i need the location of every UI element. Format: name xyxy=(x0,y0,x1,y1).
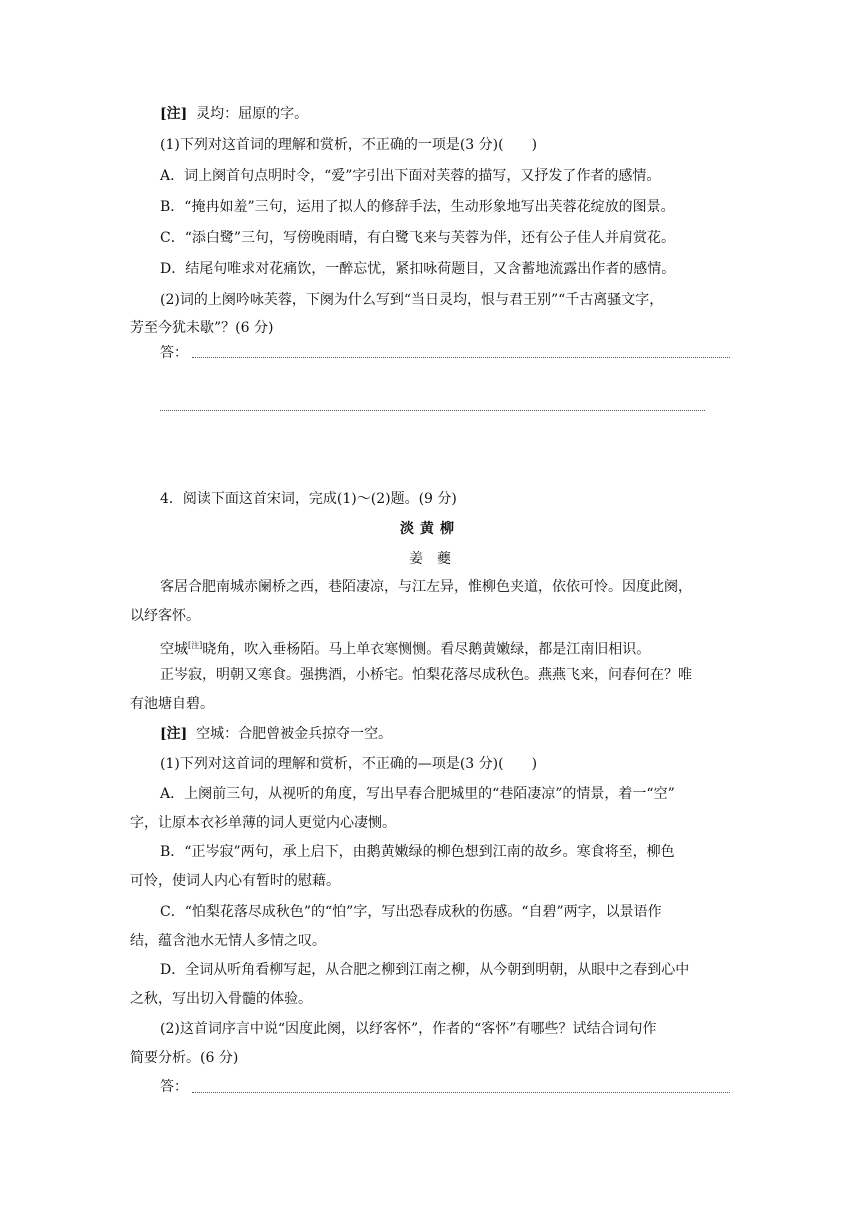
q4-note-tag: [注] xyxy=(160,726,188,742)
q4-answer-label: 答： xyxy=(160,1079,188,1095)
q3-note xyxy=(160,104,308,124)
q4-option-c-line2: 结，蕴含池水无情人多情之叹。 xyxy=(130,933,326,949)
q4-option-b-line2: 可怜，使词人内心有暂时的慰藉。 xyxy=(130,873,340,889)
poem-title: 淡黄柳 xyxy=(400,521,460,537)
q3-option-d: D．结尾句唯求对花痛饮，一醉忘忧，紧扣咏荷题目，又含蓄地流露出作者的感情。 xyxy=(160,261,676,277)
q4-header: 4．阅读下面这首宋词，完成(1)～(2)题。(9 分) xyxy=(160,491,457,507)
poem-preface-line2: 以纾客怀。 xyxy=(130,608,200,624)
verse1-text-b: 晓角，吹入垂杨陌。马上单衣寒恻恻。看尽鹅黄嫩绿，都是江南旧相识。 xyxy=(202,641,651,658)
q3-option-c: C．“添白鹭”三句，写傍晚雨晴，有白鹭飞来与芙蓉为伴，还有公子佳人并肩赏花。 xyxy=(160,230,676,246)
verse1-note-mark: [注] xyxy=(188,641,203,650)
q3-answer-line-1[interactable] xyxy=(192,357,730,358)
q3-sub2-stem-line2: 芳至今犹未歇”？(6 分) xyxy=(130,320,274,336)
verse1-text-a: 空城 xyxy=(160,641,188,658)
poem-preface-line1: 客居合肥南城赤阑桥之西，巷陌凄凉，与江左异，惟柳色夹道，依依可怜。因度此阕， xyxy=(160,579,692,595)
q4-option-c-line1: C．“怕梨花落尽成秋色”的“怕”字，写出恐春成秋的伤感。“自碧”两字，以景语作 xyxy=(160,904,662,920)
poem-author: 姜 夔 xyxy=(409,551,451,567)
poem-verse2-line2: 有池塘自碧。 xyxy=(130,696,214,712)
q4-sub2-line2: 简要分析。(6 分) xyxy=(130,1050,239,1066)
poem-verse1 xyxy=(160,636,650,656)
q4-option-d-line1: D．全词从听角看柳写起，从合肥之柳到江南之柳，从今朝到明朝，从眼中之春到心中 xyxy=(160,962,690,978)
q3-answer-label: 答： xyxy=(160,345,188,361)
q4-answer-line[interactable] xyxy=(192,1092,730,1093)
q4-sub2-line1: (2)这首词序言中说“因度此阕，以纾客怀”，作者的“客怀”有哪些？试结合词句作 xyxy=(160,1021,657,1037)
q3-option-a: A．词上阕首句点明时令，“爱”字引出下面对芙蓉的描写，又抒发了作者的感情。 xyxy=(160,168,661,184)
q3-option-b: B．“掩冉如羞”三句，运用了拟人的修辞手法，生动形象地写出芙蓉花绽放的图景。 xyxy=(160,199,675,215)
q3-note-text: 灵均：屈原的字。 xyxy=(196,106,309,122)
q4-note-text: 空城：合肥曾被金兵掠夺一空。 xyxy=(196,726,393,742)
q4-option-b-line1: B．“正岑寂”两句，承上启下，由鹅黄嫩绿的柳色想到江南的故乡。寒食将至，柳色 xyxy=(160,844,675,860)
q3-answer-line-2[interactable] xyxy=(160,410,705,411)
q4-option-a-line1: A．上阕前三句，从视听的角度，写出早春合肥城里的“巷陌凄凉”的情景，着一“空” xyxy=(160,786,675,802)
q4-option-a-line2: 字，让原本衣衫单薄的词人更觉内心凄恻。 xyxy=(130,815,396,831)
q3-sub1-stem: (1)下列对这首词的理解和赏析，不正确的一项是(3 分)( ) xyxy=(160,137,538,153)
q3-sub2-stem-line1: (2)词的上阕吟咏芙蓉，下阕为什么写到“当日灵均，恨与君王别”“千古离骚文字， xyxy=(160,292,664,308)
q4-sub1-stem: (1)下列对这首词的理解和赏析，不正确的—项是(3 分)( ) xyxy=(160,756,538,772)
q3-note-tag: [注] xyxy=(160,106,188,122)
q4-option-d-line2: 之秋，写出切入骨髓的体验。 xyxy=(130,991,312,1007)
q4-note xyxy=(160,724,392,744)
poem-verse2-line1: 正岑寂，明朝又寒食。强携酒，小桥宅。怕梨花落尽成秋色。燕燕飞来，问春何在？唯 xyxy=(160,667,692,683)
